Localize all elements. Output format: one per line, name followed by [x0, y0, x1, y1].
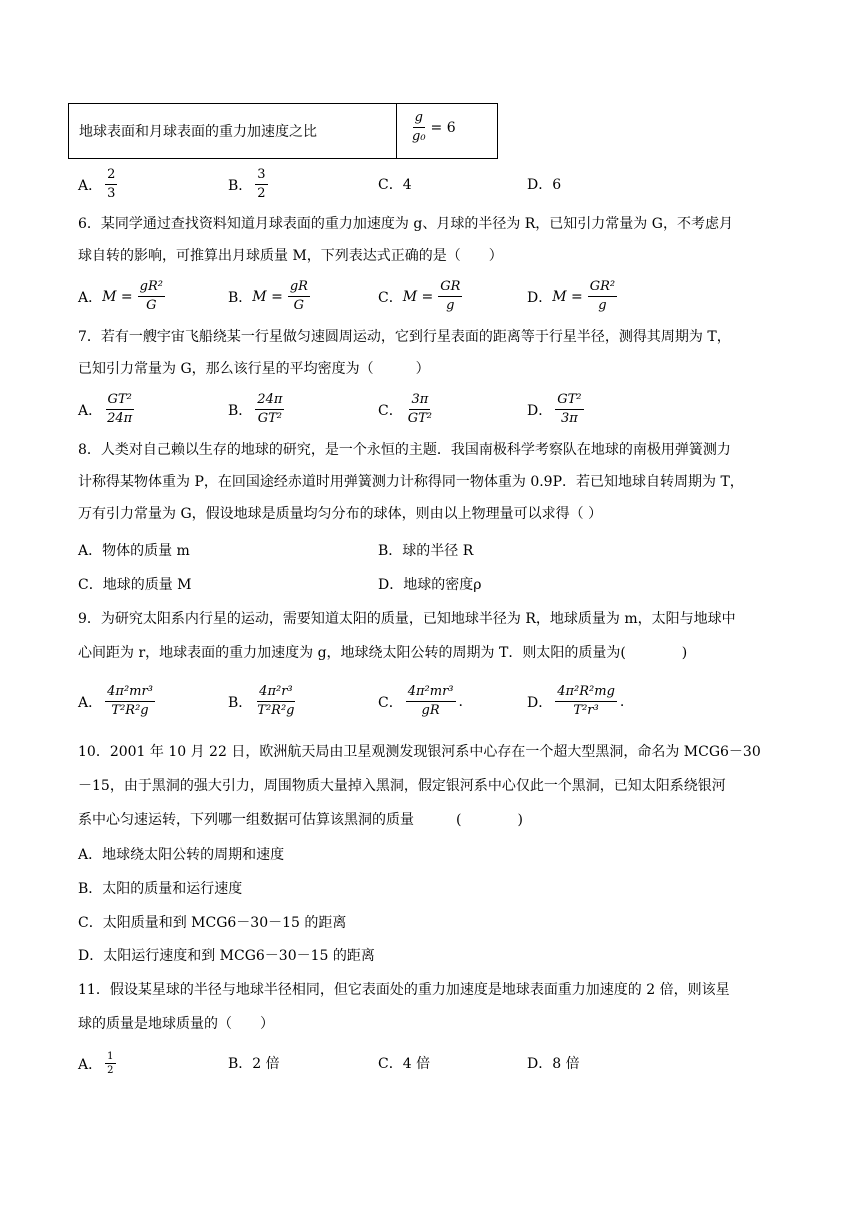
q11-option-b: B．2 倍	[228, 1056, 280, 1072]
denominator: 2	[107, 1065, 114, 1076]
denominator: 3	[107, 186, 116, 201]
q11-stem-line2: 球的质量是地球质量的（ ）	[78, 1016, 274, 1032]
fraction	[588, 279, 617, 314]
numerator: 1	[107, 1051, 114, 1062]
q11-option-d: D．8 倍	[527, 1056, 580, 1072]
fraction	[105, 684, 155, 719]
q5-option-a	[78, 167, 120, 202]
numerator: 24π	[255, 392, 284, 410]
fraction	[288, 279, 310, 314]
fraction	[406, 684, 456, 719]
q5-option-b	[228, 167, 271, 202]
fraction	[255, 167, 267, 202]
numerator: gR	[288, 279, 310, 297]
denominator: GT²	[257, 411, 282, 426]
denominator: gR	[421, 703, 440, 718]
table-value-cell	[407, 110, 456, 145]
fraction	[105, 1051, 115, 1076]
q6-stem-line1: 6．某同学通过查找资料知道月球表面的重力加速度为 g、月球的半径为 R，已知引力常量为 G，不考虑月	[78, 216, 733, 232]
q9-option-c	[378, 684, 463, 719]
q6-option-b	[228, 279, 313, 314]
q8-option-b: B．球的半径 R	[378, 543, 474, 559]
denominator: g	[598, 298, 607, 313]
denominator: 24π	[107, 411, 133, 426]
numerator: gR²	[138, 279, 165, 297]
q10-option-b: B．太阳的质量和运行速度	[78, 881, 243, 897]
q8-stem-line3: 万有引力常量为 G，假设地球是质量均匀分布的球体，则由以上物理量可以求得（ ）	[78, 506, 603, 522]
equation-lhs: M =	[252, 288, 283, 305]
option-letter: B．	[228, 402, 253, 419]
denominator: T²R²g	[111, 703, 149, 718]
fraction	[438, 279, 462, 314]
fraction	[255, 684, 296, 719]
q9-option-a	[78, 684, 158, 719]
fraction	[105, 167, 117, 202]
fraction	[555, 684, 617, 719]
fraction	[255, 392, 284, 427]
option-letter: A．	[78, 289, 103, 306]
ratio-fraction	[410, 110, 428, 145]
q5-option-c: C．4	[378, 177, 412, 193]
data-table	[68, 103, 498, 159]
option-letter: D．	[527, 694, 553, 711]
q8-stem-line2: 计称得某物体重为 P，在回国途经赤道时用弹簧测力计称得同一物体重为 0.9P．若已知地球自转周期为 T，	[78, 474, 744, 490]
q8-option-d: D．地球的密度ρ	[378, 577, 482, 593]
q7-option-c	[378, 392, 437, 427]
numerator: GR	[438, 279, 462, 297]
equation-lhs: M =	[552, 288, 583, 305]
q6-option-d	[527, 279, 620, 314]
denominator: G	[293, 298, 305, 313]
q10-stem-line2: －15，由于黑洞的强大引力，周围物质大量掉入黑洞，假定银河系中心仅此一个黑洞，已知太阳系绕银河	[78, 778, 726, 794]
q5-option-d: D．6	[527, 177, 562, 193]
punctuation: .	[619, 693, 625, 710]
q10-option-d: D．太阳运行速度和到 MCG6－30－15 的距离	[78, 948, 375, 964]
table-label-cell	[69, 104, 397, 158]
q10-option-a: A．地球绕太阳公转的周期和速度	[78, 847, 285, 863]
fraction	[105, 392, 134, 427]
denominator: G	[146, 298, 157, 313]
fraction	[406, 392, 434, 427]
q10-option-c: C．太阳质量和到 MCG6－30－15 的距离	[78, 915, 347, 931]
denominator: T²R²g	[257, 703, 295, 718]
q10-stem-line3: 系中心匀速运转，下列哪一组数据可估算该黑洞的质量 ( )	[78, 812, 523, 828]
option-letter: B．	[228, 694, 253, 711]
q11-stem-line1: 11．假设某星球的半径与地球半径相同，但它表面处的重力加速度是地球表面重力加速度的 2 倍，则该星	[78, 982, 730, 998]
option-letter: C．	[378, 289, 403, 306]
q8-option-c: C．地球的质量 M	[78, 577, 192, 593]
table-label: 地球表面和月球表面的重力加速度之比	[79, 124, 317, 140]
q8-stem-line1: 8．人类对自己赖以生存的地球的研究，是一个永恒的主题．我国南极科学考察队在地球的南极用弹簧测力	[78, 442, 731, 458]
numerator: GT²	[555, 392, 583, 410]
option-letter: C．	[378, 402, 403, 419]
ratio-denominator: g₀	[412, 129, 426, 144]
denominator: T²r³	[573, 703, 599, 718]
equation-lhs: M =	[402, 288, 434, 305]
q7-option-b	[228, 392, 287, 427]
fraction	[138, 279, 165, 314]
option-letter: B．	[228, 289, 253, 306]
numerator: 4π²mr³	[105, 684, 155, 702]
numerator: 4π²mr³	[406, 684, 456, 702]
punctuation: .	[458, 693, 463, 710]
numerator: 4π²r³	[257, 684, 294, 702]
option-letter: D．	[527, 289, 553, 306]
q11-option-c: C．4 倍	[378, 1056, 431, 1072]
option-letter: A．	[78, 1056, 103, 1073]
q10-stem-line1: 10．2001 年 10 月 22 日，欧洲航天局由卫星观测发现银河系中心存在一个超大型黑洞，命名为 MCG6－30	[78, 744, 761, 760]
q6-option-a	[78, 279, 168, 314]
q7-option-d	[527, 392, 587, 427]
q7-stem-line1: 7．若有一艘宇宙飞船绕某一行星做匀速圆周运动，它到行星表面的距离等于行星半径，测得其周期为 T，	[78, 329, 731, 345]
q6-stem-line2: 球自转的影响，可推算出月球质量 M，下列表达式正确的是（ ）	[78, 248, 503, 264]
numerator: 2	[105, 167, 117, 185]
q7-stem-line2: 已知引力常量为 G，那么该行星的平均密度为（ ）	[78, 361, 430, 377]
option-letter: D．	[527, 402, 553, 419]
numerator: 3π	[409, 392, 430, 410]
q9-option-d	[527, 684, 624, 719]
numerator: 3	[255, 167, 267, 185]
q8-option-a: A．物体的质量 m	[78, 543, 190, 559]
option-letter: C．	[378, 694, 403, 711]
q9-stem-line2: 心间距为 r，地球表面的重力加速度为 g，地球绕太阳公转的周期为 T．则太阳的质量为( )	[78, 645, 688, 661]
q7-option-a	[78, 392, 137, 427]
q11-option-a	[78, 1051, 119, 1076]
q6-option-c	[378, 279, 465, 314]
numerator: GR²	[588, 279, 617, 297]
denominator: 2	[257, 186, 266, 201]
q9-stem-line1: 9．为研究太阳系内行星的运动，需要知道太阳的质量，已知地球半径为 R，地球质量为 m，太阳与地球中	[78, 611, 736, 627]
option-letter: B．	[228, 177, 253, 194]
equation-lhs: M =	[102, 288, 133, 305]
denominator: 3π	[560, 411, 578, 426]
ratio-value: = 6	[430, 119, 456, 136]
numerator: GT²	[106, 392, 134, 410]
denominator: g	[446, 298, 455, 313]
q9-option-b	[228, 684, 300, 719]
numerator: 4π²R²mg	[555, 684, 617, 702]
option-letter: A．	[78, 694, 103, 711]
ratio-numerator: g	[413, 110, 425, 128]
option-letter: A．	[78, 402, 103, 419]
option-letter: A．	[78, 177, 103, 194]
fraction	[555, 392, 583, 427]
denominator: GT²	[407, 411, 432, 426]
